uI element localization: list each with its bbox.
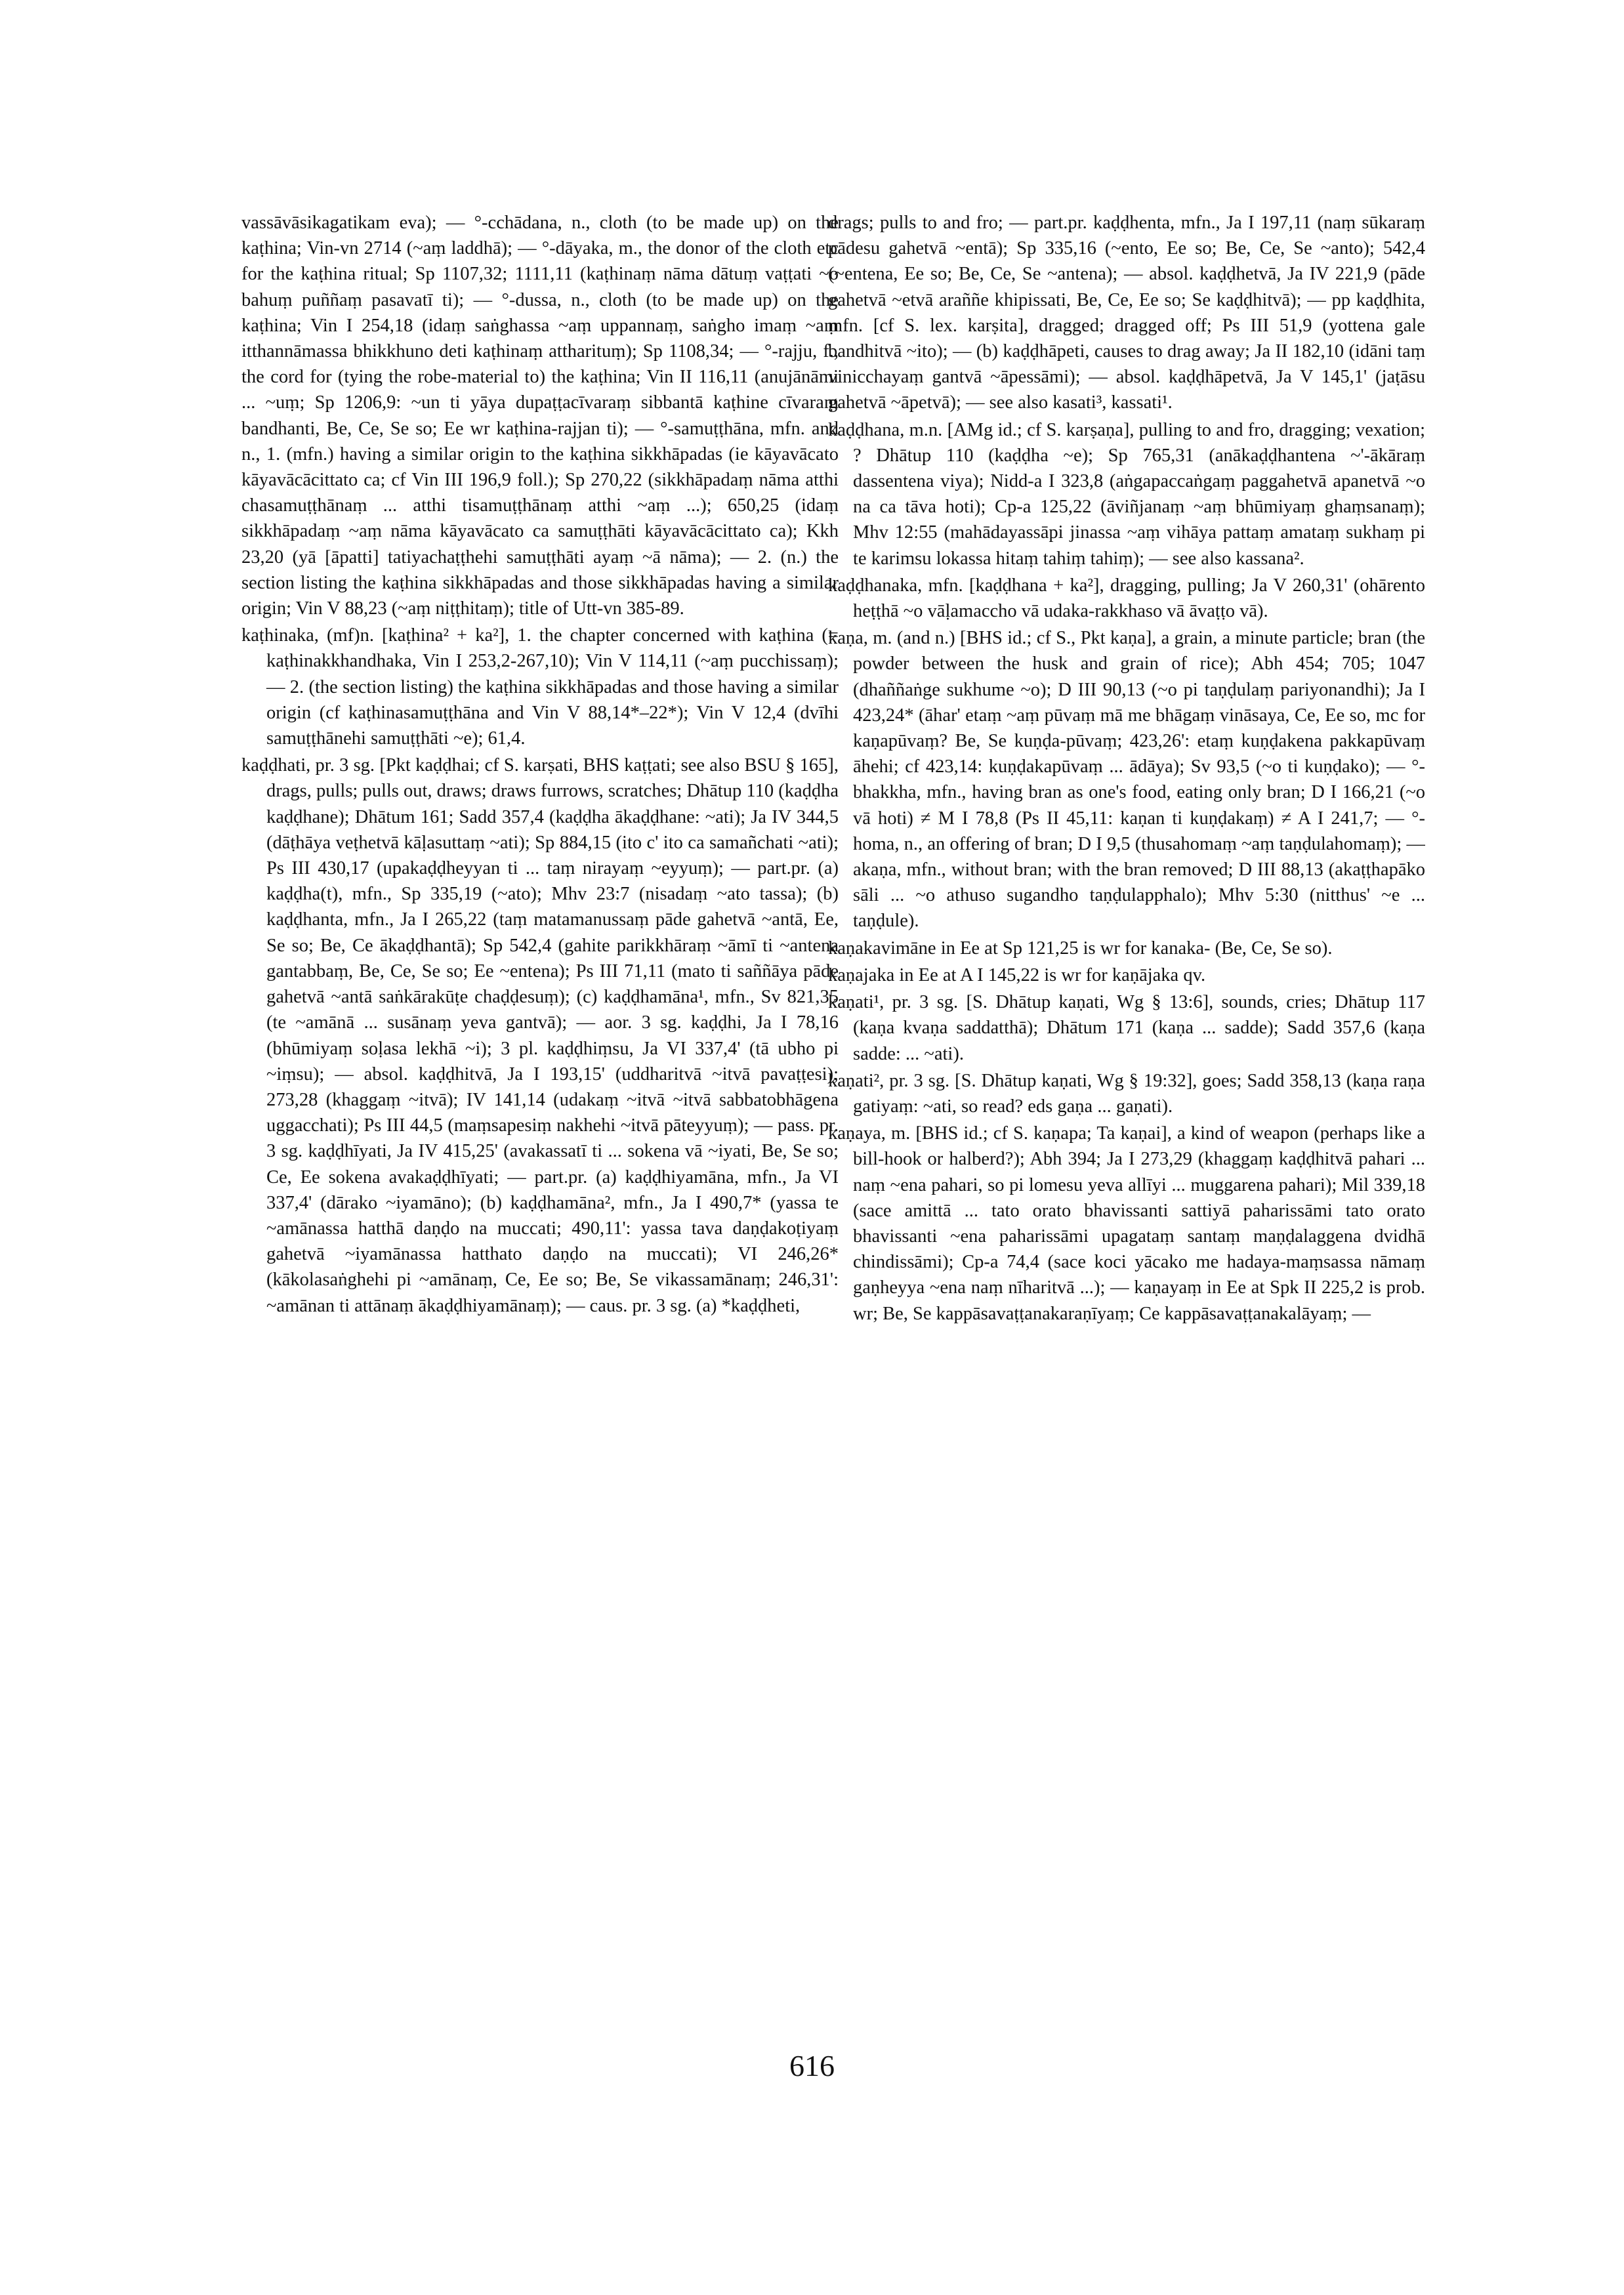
entry-kana: kaṇa, m. (and n.) [BHS id.; cf S., Pkt kaṇa], a grain, a minute particle; bran (the powder between the husk and grain of rice); Abh 454; 705; 1047 (dhaññaṅge sukhume ~o); D III 90,13 (~o pi taṇḍulaṃ pariyonandhi); Ja I 423,24* (āhar' etaṃ ~aṃ pūvaṃ mā me bhāgaṃ vināsaya, Ce, Ee so, mc for kaṇapūvaṃ? Be, Se kuṇḍa-pūvaṃ; 423,26': etaṃ kuṇḍakena pakkapūvaṃ āhehi; cf 423,14: kuṇḍakapūvaṃ ... ādāya); Sv 93,5 (~o ti kuṇḍako); — °-bhakkha, mfn., having bran as one's food, eating only bran; D I 166,21 (~o vā hoti) ≠ M I 78,8 (Ps II 45,11: kaṇan ti kuṇḍakaṃ) ≠ A I 241,7; — °-homa, n., an offering of bran; D I 9,5 (thusahomaṃ ~aṃ taṇḍulahomaṃ); — akaṇa, mfn., without bran; with the bran removed; D III 88,13 (akaṭṭhapāko sāli ... ~o athuso sugandho taṇḍulapphalo); Mhv 5:30 (nitthus' ~e ... taṇḍule). — [828, 628, 1425, 932]
entry-kanajaka: kaṇajaka in Ee at A I 145,22 is wr for kaṇājaka qv. — [828, 964, 1206, 985]
entry-kanati-2: kaṇati², pr. 3 sg. [S. Dhātup kaṇati, Wg § 19:32], goes; Sadd 358,13 (kaṇa raṇa gatiyaṃ: ~ati, so read? eds gaṇa ... gaṇati). — [828, 1070, 1425, 1117]
entry-kanati-1: kaṇati¹, pr. 3 sg. [S. Dhātup kaṇati, Wg § 13:6], sounds, cries; Dhātup 117 (kaṇa kvaṇa saddatthā); Dhātum 171 (kaṇa ... sadde); Sadd 357,6 (kaṇa sadde: ... ~ati). — [828, 992, 1425, 1064]
entry-kaddhana: kaḍḍhana, m.n. [AMg id.; cf S. karṣaṇa], pulling to and fro, dragging; vexation; ? Dhātup 110 (kaḍḍha ~e); Sp 765,31 (anākaḍḍhantena ~'-ākāraṃ dassentena viya); Nidd-a I 323,8 (aṅgapaccaṅgaṃ paggahetvā apanetvā ~o na ca tāva hoti); Cp-a 125,22 (āviñjanaṃ ~aṃ bhūmiyaṃ ghaṃsanaṃ); Mhv 12:55 (mahādayassāpi jinassa ~aṃ vihāya pattaṃ amataṃ sukhaṃ pi te karimsu lokassa hitaṃ tahiṃ tahiṃ); — see also kassana². — [828, 419, 1425, 569]
entry-kathinaka: kaṭhinaka, (mf)n. [kaṭhina² + ka²], 1. the chapter concerned with kaṭhina (= kaṭhinakkhandhaka, Vin I 253,2-267,10); Vin V 114,11 (~aṃ pucchissaṃ); — 2. (the section listing) the kaṭhina sikkhāpadas and those having a similar origin (cf kaṭhinasamuṭṭhāna and Vin V 88,14*–22*); Vin V 12,4 (dvīhi samuṭṭhānehi samuṭṭhāti ~e); 61,4. — [241, 625, 839, 749]
entry-kaddhati: kaḍḍhati, pr. 3 sg. [Pkt kaḍḍhai; cf S. karṣati, BHS kaṭṭati; see also BSU § 165], drags, pulls; pulls out, draws; draws furrows, scratches; Dhātup 110 (kaḍḍha kaḍḍhane); Dhātum 161; Sadd 357,4 (kaḍḍha ākaḍḍhane: ~ati); Ja IV 344,5 (dāṭhāya veṭhetvā kāḷasuttaṃ ~ati); Sp 884,15 (ito c' ito ca samañchati ~ati); Ps III 430,17 (upakaḍḍheyyan ti ... taṃ nirayaṃ ~eyyuṃ); — part.pr. (a) kaḍḍha(t), mfn., Sp 335,19 (~ato); Mhv 23:7 (nisadaṃ ~ato tassa); (b) kaḍḍhanta, mfn., Ja I 265,22 (taṃ matamanussaṃ pāde gahetvā ~antā, Ee, Se so; Be, Ce ākaḍḍhantā); Sp 542,4 (gahite parikkhāraṃ ~āmī ti ~antena gantabbaṃ, Be, Ce, Se so; Ee ~entena); Ps III 71,11 (mato ti saññāya pāde gahetvā ~antā saṅkārakūṭe chaḍḍesuṃ); (c) kaḍḍhamāna¹, mfn., Sv 821,35 (te ~amānā ... susānaṃ yeva gantvā); — aor. 3 sg. kaḍḍhi, Ja I 78,16 (bhūmiyaṃ soḷasa lekhā ~i); 3 pl. kaḍḍhiṃsu, Ja VI 337,4' (tā ubho pi ~iṃsu); — absol. kaḍḍhitvā, Ja I 193,15' (uddharitvā ~itvā pavaṭṭesi); 273,28 (khaggaṃ ~itvā); IV 141,14 (udakaṃ ~itvā ~itvā sabbatobhāgena uggacchati); Ps III 44,5 (maṃsapesiṃ nakhehi ~itvā pāteyyuṃ); — pass. pr. 3 sg. kaḍḍhīyati, Ja IV 415,25' (avakassatī ti ... sokena vā ~iyati, Be, Se so; Ce, Ee sokena avakaḍḍhīyati; — part.pr. (a) kaḍḍhiyamāna, mfn., Ja VI 337,4' (dārako ~iyamāno); (b) kaḍḍhamāna², mfn., Ja I 490,7* (yassa te ~amānassa hatthā daṇḍo na muccati; 490,11': yassa tava daṇḍakoṭiyaṃ gahetvā ~iyamānassa hatthato daṇḍo na muccati); VI 246,26* (kākolasaṅghehi pi ~amānaṃ, Ce, Ee so; Be, Se vikassamānaṃ; 246,31': ~amānan ti attānaṃ ākaḍḍhiyamānaṃ); — caus. pr. 3 sg. (a) *kaḍḍheti, — [241, 755, 839, 1316]
right-column — [828, 210, 1425, 2008]
entry-kanakavimane: kaṇakavimāne in Ee at Sp 121,25 is wr for kanaka- (Be, Ce, Se so). — [828, 938, 1333, 959]
entry-kanaya: kaṇaya, m. [BHS id.; cf S. kaṇapa; Ta kaṇai], a kind of weapon (perhaps like a bill-hook or halberd?); Abh 394; Ja I 273,29 (khaggaṃ kaḍḍhitvā pahari ... naṃ ~ena pahari, so pi lomesu yeva allīyi ... muggarena pahari); Mil 339,18 (sace amittā ... tato orato bhavissanti sattiyā paharissāmi tato orato bhavissanti ~ena paharissāmi upagataṃ santaṃ maṇḍalaggena dvidhā chindissāmi); Cp-a 74,4 (sace koci yācako me hadaya-maṃsassa nāmaṃ gaṇheyya ~ena naṃ nīharitvā ...); — kaṇayaṃ in Ee at Spk II 225,2 is prob. wr; Be, Se kappāsavaṭṭanakaraṇīyaṃ; Ce kappāsavaṭṭanakalāyaṃ; — — [828, 1123, 1425, 1324]
entry-continuation-vassavasika: vassāvāsikagatikam eva); — °-cchādana, n., cloth (to be made up) on the kaṭhina; Vin-vn 2714 (~aṃ laddhā); — °-dāyaka, m., the donor of the cloth etc for the kaṭhina ritual; Sp 1107,32; 1111,11 (kaṭhinaṃ nāma dātuṃ vaṭṭati ~o bahuṃ puññaṃ pasavatī ti); — °-dussa, n., cloth (to be made up) on the kaṭhina; Vin I 254,18 (idaṃ saṅghassa ~aṃ uppannaṃ, saṅgho imaṃ ~aṃ itthannāmassa bhikkhuno deti kaṭhinaṃ attharituṃ); Sp 1108,34; — °-rajju, f., the cord for (tying the robe-material to) the kaṭhina; Vin II 116,11 (anujānāmi ... ~uṃ; Sp 1206,9: ~un ti yāya dupaṭṭacīvaraṃ sibbantā kaṭhine cīvaraṃ bandhanti, Be, Ce, Se so; Ee wr kaṭhina-rajjan ti); — °-samuṭṭhāna, mfn. and n., 1. (mfn.) having a similar origin to the kaṭhina sikkhāpadas (ie kāyavācato kāyavācācittato ca; cf Vin III 196,9 foll.); Sp 270,22 (sikkhāpadaṃ nāma atthi chasamuṭṭhānaṃ ... atthi tisamuṭṭhānaṃ atthi ~aṃ ...); 650,25 (idaṃ sikkhāpadaṃ ~aṃ nāma kāyavācato ca samuṭṭhāti kāyavācācittato ca); Kkh 23,20 (yā [āpatti] tatiyachaṭṭhehi samuṭṭhāti ayaṃ ~ā nāma); — 2. (n.) the section listing the kaṭhina sikkhāpadas and those sikkhāpadas having a similar origin; Vin V 88,23 (~aṃ niṭṭhitaṃ); title of Utt-vn 385-89. — [241, 213, 839, 619]
entry-continuation-kaddheti: drags; pulls to and fro; — part.pr. kaḍḍhenta, mfn., Ja I 197,11 (naṃ sūkaraṃ pādesu gahetvā ~entā); Sp 335,16 (~ento, Ee so; Be, Ce, Se ~anto); 542,4 (~entena, Ee so; Be, Ce, Se ~antena); — absol. kaḍḍhetvā, Ja IV 221,9 (pāde gahetvā ~etvā araññe khipissati, Be, Ce, Ee so; Se kaḍḍhitvā); — pp kaḍḍhita, mfn. [cf S. lex. karṣita], dragged; dragged off; Ps III 51,9 (yottena gale bandhitvā ~ito); — (b) kaḍḍhāpeti, causes to drag away; Ja II 182,10 (idāni taṃ vinicchayaṃ gantvā ~āpessāmi); — absol. kaḍḍhāpetvā, Ja V 145,1' (jaṭāsu gahetvā ~āpetvā); — see also kasati³, kassati¹. — [828, 213, 1425, 413]
page-number: 616 — [789, 2049, 835, 2082]
left-column — [241, 210, 839, 2008]
entry-kaddhanaka: kaḍḍhanaka, mfn. [kaḍḍhana + ka²], dragging, pulling; Ja V 260,31' (ohārento heṭṭhā ~o vāḷamaccho vā udaka-rakkhaso vā āvaṭṭo vā). — [828, 575, 1425, 622]
